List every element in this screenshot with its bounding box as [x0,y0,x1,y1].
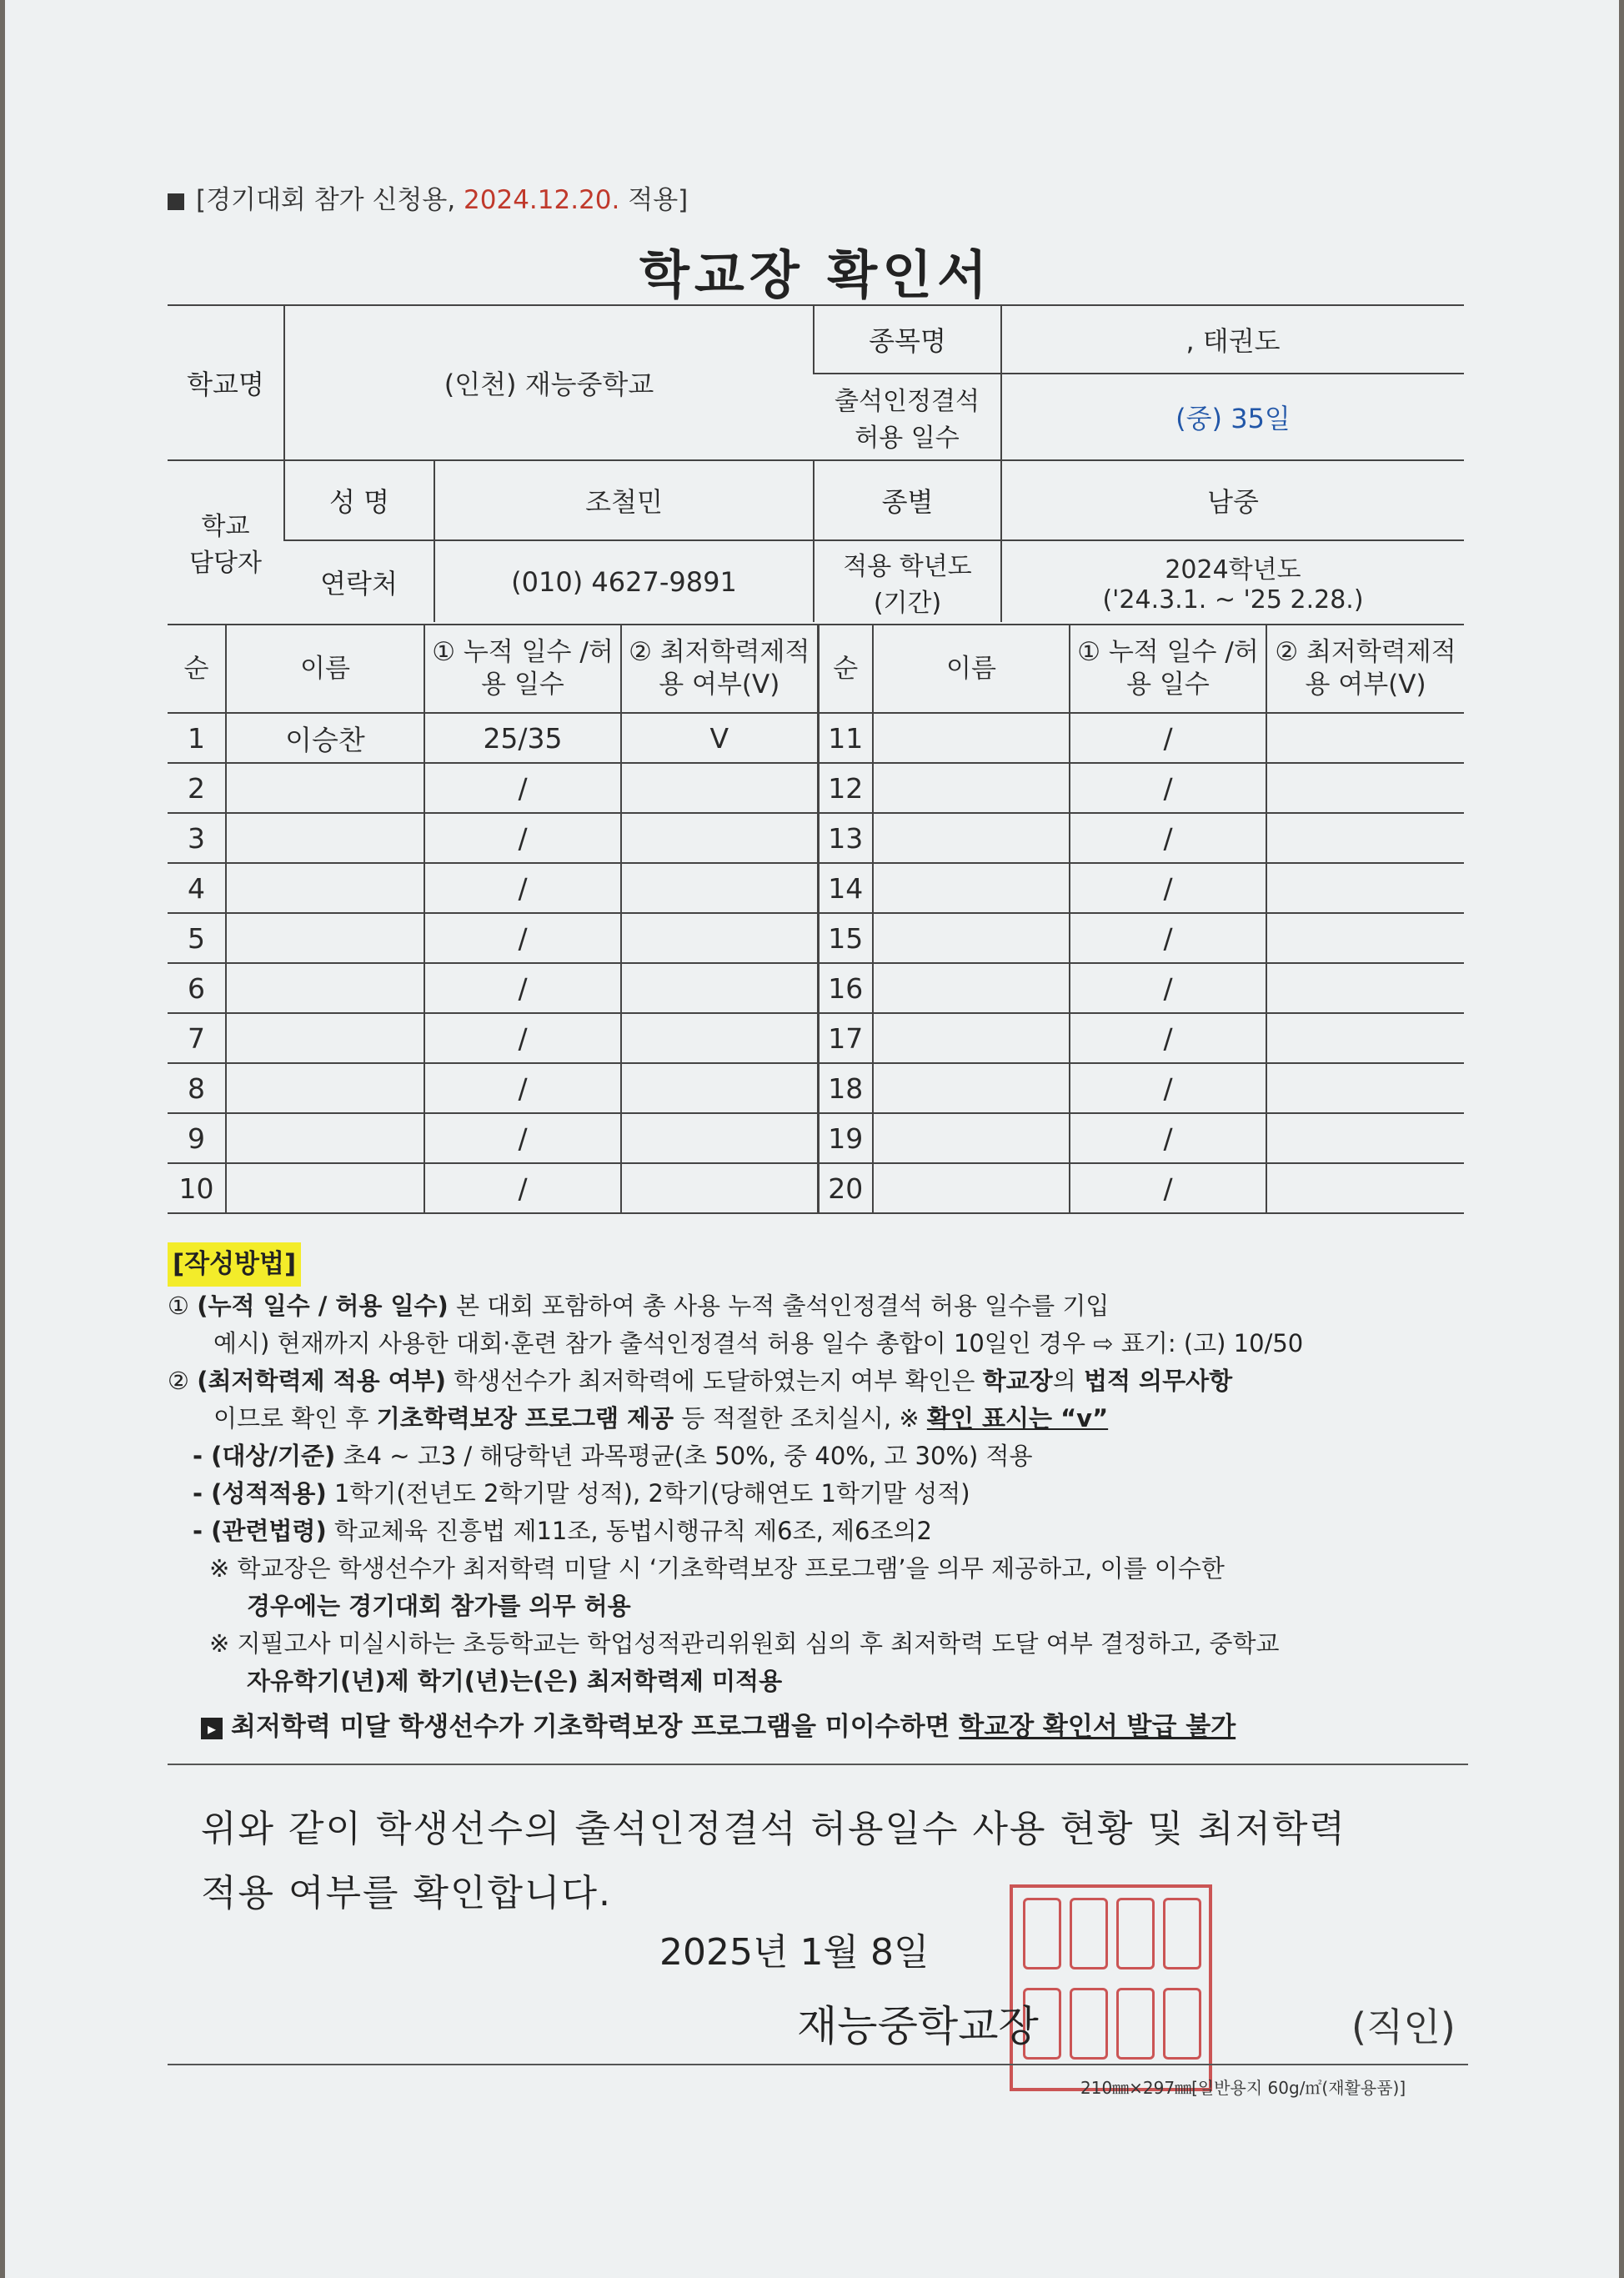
row-name [873,1113,1070,1163]
table-row [168,863,1464,913]
page-title: 학교장 확인서 [639,244,992,305]
row-name [226,1113,424,1163]
table-row [168,713,1464,763]
row-days: / [424,763,621,813]
school-year-label: 적용 학년도 (기간) [814,540,1001,622]
row-name [873,1163,1070,1213]
row-no: 4 [168,863,226,913]
row-name [226,963,424,1013]
paper-spec-note: 210㎜×297㎜[일반용지 60g/㎡(재활용품)] [1080,2078,1406,2098]
official-seal-stamp [1010,1884,1212,2091]
row-check: V [621,713,818,763]
method-line-5: - (대상/기준) 초4 ~ 고3 / 해당학년 과목평균(초 50%, 중 40%, 고 30%) 적용 [193,1442,1033,1470]
row-check [621,1113,818,1163]
row-days: / [424,1113,621,1163]
row-name [873,1013,1070,1063]
row-days: / [1070,913,1266,963]
method-line-8: ※ 학교장은 학생선수가 최저학력 미달 시 ‘기초학력보장 프로그램’을 의무 제공하고, 이를 이수한 [209,1554,1225,1583]
method-line-9: 경우에는 경기대회 참가를 의무 허용 [247,1592,631,1620]
method-line-2: 예시) 현재까지 사용한 대회·훈련 참가 출석인정결석 허용 일수 총합이 10일인 경우 ⇨ 표기: (고) 10/50 [213,1329,1304,1357]
table-header-row [168,625,1464,713]
method-line-6: - (성적적용) 1학기(전년도 2학기말 성적), 2학기(당해연도 1학기말 성적) [193,1479,970,1508]
category-label: 종별 [814,460,1001,540]
row-check [621,863,818,913]
category-value: 남중 [1001,460,1464,540]
col-min-2: ② 최저학력제적용 여부(V) [1266,625,1464,713]
row-no: 3 [168,813,226,863]
method-line-7: - (관련법령) 학교체육 진흥법 제11조, 동법시행규칙 제6조, 제6조의2 [193,1517,932,1545]
confirmation-text: 위와 같이 학생선수의 출석인정결석 허용일수 사용 현황 및 최저학력 적용 여부를 확인합니다. [201,1808,1346,1914]
row-no: 9 [168,1113,226,1163]
row-name [226,1013,424,1063]
row-days: / [1070,1013,1266,1063]
row-name [873,1063,1070,1113]
school-info-table [168,304,1464,622]
row-name [226,763,424,813]
table-row [168,1163,1464,1213]
row-days: / [1070,1163,1266,1213]
row-check [621,1163,818,1213]
row-name [873,763,1070,813]
paper-sheet [5,0,1619,2278]
row-check [1266,1063,1464,1113]
row-days: / [1070,1113,1266,1163]
method-line-12: ▸ 최저학력 미달 학생선수가 기초학력보장 프로그램을 미이수하면 학교장 확인서 발급 불가 [201,1705,1236,1749]
row-no: 5 [168,913,226,963]
col-no-2: 순 [818,625,873,713]
contact-value: (010) 4627-9891 [434,540,814,622]
row-days: / [1070,963,1266,1013]
row-days: 25/35 [424,713,621,763]
row-days: / [424,1163,621,1213]
row-no: 20 [818,1163,873,1213]
row-name [226,1163,424,1213]
principal-name: 재능중학교장 [797,2002,1039,2050]
method-line-4: 이므로 확인 후 기초학력보장 프로그램 제공 등 적절한 조치실시, ※ 확인 표시는 “v” [213,1404,1109,1433]
school-label: 학교명 [168,305,284,460]
row-no: 1 [168,713,226,763]
row-no: 13 [818,813,873,863]
divider-top [168,1764,1468,1765]
header-note-date: 2024.12.20. [464,185,620,215]
row-no: 6 [168,963,226,1013]
row-name [226,813,424,863]
row-check [1266,713,1464,763]
col-days: ① 누적 일수 /허용 일수 [424,625,621,713]
table-row [168,1113,1464,1163]
row-check [1266,863,1464,913]
row-no: 17 [818,1013,873,1063]
table-row [168,913,1464,963]
row-name: 이승찬 [226,713,424,763]
row-name [873,813,1070,863]
method-tag: [작성방법] [168,1242,301,1287]
row-days: / [424,863,621,913]
row-no: 11 [818,713,873,763]
header-note: [경기대회 참가 신청용, 2024.12.20. 적용] [168,178,688,216]
row-days: / [424,1013,621,1063]
row-days: / [1070,713,1266,763]
row-check [621,1063,818,1113]
allowed-days-label: 출석인정결석 허용 일수 [814,374,1001,460]
school-year-value: 2024학년도 ('24.3.1. ~ '25 2.28.) [1001,540,1464,622]
row-name [873,713,1070,763]
method-line-3: ② (최저학력제 적용 여부) 학생선수가 최저학력에 도달하였는지 여부 확인은 학교장의 법적 의무사항 [168,1367,1233,1395]
row-check [1266,1113,1464,1163]
row-check [621,763,818,813]
allowed-days-value: (중) 35일 [1001,374,1464,460]
name-label: 성 명 [284,460,434,540]
col-min: ② 최저학력제적용 여부(V) [621,625,818,713]
row-no: 8 [168,1063,226,1113]
row-name [226,1063,424,1113]
table-row [168,963,1464,1013]
row-name [873,863,1070,913]
row-check [1266,763,1464,813]
row-days: / [424,913,621,963]
row-days: / [424,1063,621,1113]
manager-label: 학교 담당자 [168,460,284,622]
row-no: 15 [818,913,873,963]
divider-bottom [168,2064,1468,2065]
square-bullet-icon [168,193,184,210]
arrow-box-icon: ▸ [201,1718,223,1739]
sport-value: , 태권도 [1001,305,1464,374]
row-days: / [424,813,621,863]
row-check [621,913,818,963]
row-days: / [1070,863,1266,913]
row-name [226,863,424,913]
row-check [621,963,818,1013]
row-no: 7 [168,1013,226,1063]
method-line-10: ※ 지필고사 미실시하는 초등학교는 학업성적관리위원회 심의 후 최저학력 도달 여부 결정하고, 중학교 [209,1629,1280,1658]
school-name: (인천) 재능중학교 [284,305,814,460]
col-no: 순 [168,625,226,713]
seal-label: (직인) [1351,2005,1456,2050]
confirmation-date: 2025년 1월 8일 [659,1931,930,1974]
table-row [168,763,1464,813]
contact-label: 연락처 [284,540,434,622]
row-days: / [1070,1063,1266,1113]
table-row [168,813,1464,863]
participant-table [168,624,1464,1214]
col-days-2: ① 누적 일수 /허용 일수 [1070,625,1266,713]
col-name-2: 이름 [873,625,1070,713]
table-row [168,1063,1464,1113]
table-row [168,1013,1464,1063]
row-name [873,913,1070,963]
row-no: 12 [818,763,873,813]
row-check [1266,913,1464,963]
row-check [1266,963,1464,1013]
method-line-11: 자유학기(년)제 학기(년)는(은) 최저학력제 미적용 [247,1667,783,1695]
row-days: / [1070,763,1266,813]
row-days: / [424,963,621,1013]
row-name [873,963,1070,1013]
row-no: 10 [168,1163,226,1213]
row-check [1266,813,1464,863]
row-check [621,813,818,863]
col-name: 이름 [226,625,424,713]
sport-label: 종목명 [814,305,1001,374]
row-no: 19 [818,1113,873,1163]
row-check [1266,1013,1464,1063]
name-value: 조철민 [434,460,814,540]
row-check [1266,1163,1464,1213]
row-no: 2 [168,763,226,813]
row-no: 16 [818,963,873,1013]
row-no: 14 [818,863,873,913]
row-check [621,1013,818,1063]
row-no: 18 [818,1063,873,1113]
row-days: / [1070,813,1266,863]
row-name [226,913,424,963]
method-line-1: ① (누적 일수 / 허용 일수) 본 대회 포함하여 총 사용 누적 출석인정결석 허용 일수를 기입 [168,1292,1110,1320]
